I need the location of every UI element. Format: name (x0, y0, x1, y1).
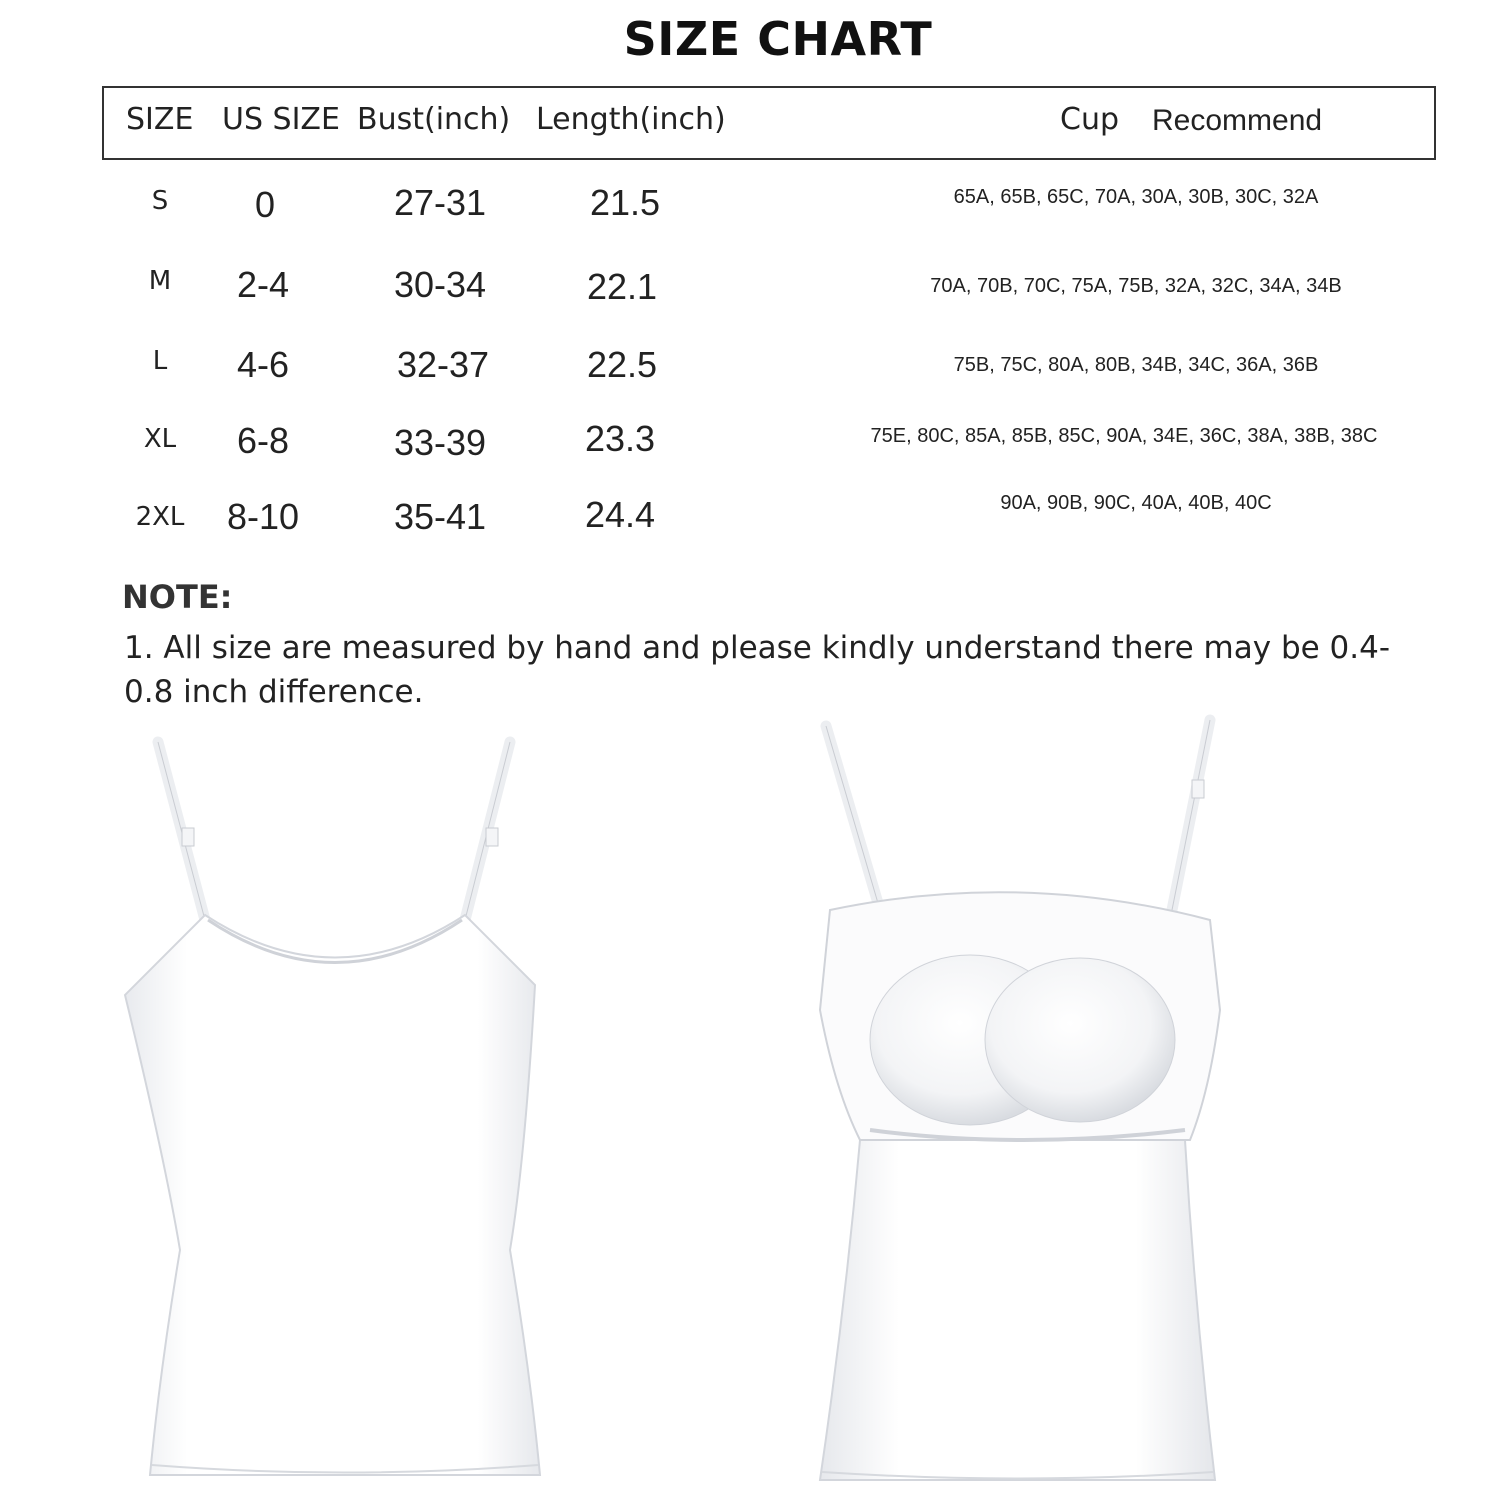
row-xl-length: 23.3 (584, 418, 656, 459)
header-us-size: US SIZE (222, 102, 340, 137)
note-text: 1. All size are measured by hand and please kindly understand there may be 0.4-0.8 inch difference. (124, 630, 1391, 710)
row-xl-size: XL (143, 424, 177, 454)
camisole-front-image (110, 730, 570, 1490)
front-straps (158, 742, 510, 920)
row-m-us: 2-4 (236, 264, 290, 305)
row-l-cups: 75B, 75C, 80A, 80B, 34B, 34C, 36A, 36B (953, 354, 1319, 376)
row-s-cups: 65A, 65B, 65C, 70A, 30A, 30B, 30C, 32A (953, 186, 1319, 208)
row-l-bust: 32-37 (396, 344, 490, 385)
row-l-length: 22.5 (586, 344, 658, 385)
row-s-length: 21.5 (589, 182, 661, 223)
header-bust: Bust(inch) (357, 102, 511, 137)
row-2xl-us: 8-10 (226, 496, 300, 537)
row-m-length: 22.1 (586, 266, 658, 307)
row-2xl-bust: 35-41 (393, 496, 487, 537)
note-title: NOTE: (122, 578, 233, 616)
bra-body (820, 1140, 1215, 1480)
bra-cup-right (985, 958, 1175, 1122)
row-s-bust: 27-31 (393, 182, 487, 223)
row-2xl-cups: 90A, 90B, 90C, 40A, 40B, 40C (1000, 492, 1272, 514)
bra-straps (826, 720, 1210, 920)
row-xl-cups: 75E, 80C, 85A, 85B, 85C, 90A, 34E, 36C, 38A, 38B, 38C (870, 425, 1378, 447)
row-xl-bust: 33-39 (393, 422, 487, 463)
row-m-size: M (148, 266, 172, 296)
header-cup: Cup (1060, 102, 1120, 137)
row-2xl-size: 2XL (135, 502, 185, 532)
header-size: SIZE (126, 102, 194, 137)
row-s-size: S (151, 186, 169, 216)
row-2xl-length: 24.4 (584, 494, 656, 535)
page-title: SIZE CHART (623, 12, 933, 66)
header-recommend: Recommend (1152, 104, 1323, 137)
row-l-us: 4-6 (236, 344, 290, 385)
header-length: Length(inch) (536, 102, 726, 137)
row-s-us: 0 (254, 184, 276, 225)
row-m-bust: 30-34 (393, 264, 487, 305)
row-xl-us: 6-8 (236, 420, 290, 461)
row-m-cups: 70A, 70B, 70C, 75A, 75B, 32A, 32C, 34A, 34B (930, 275, 1342, 297)
front-body (125, 915, 540, 1475)
camisole-bra-image (790, 710, 1250, 1490)
row-l-size: L (152, 346, 168, 376)
